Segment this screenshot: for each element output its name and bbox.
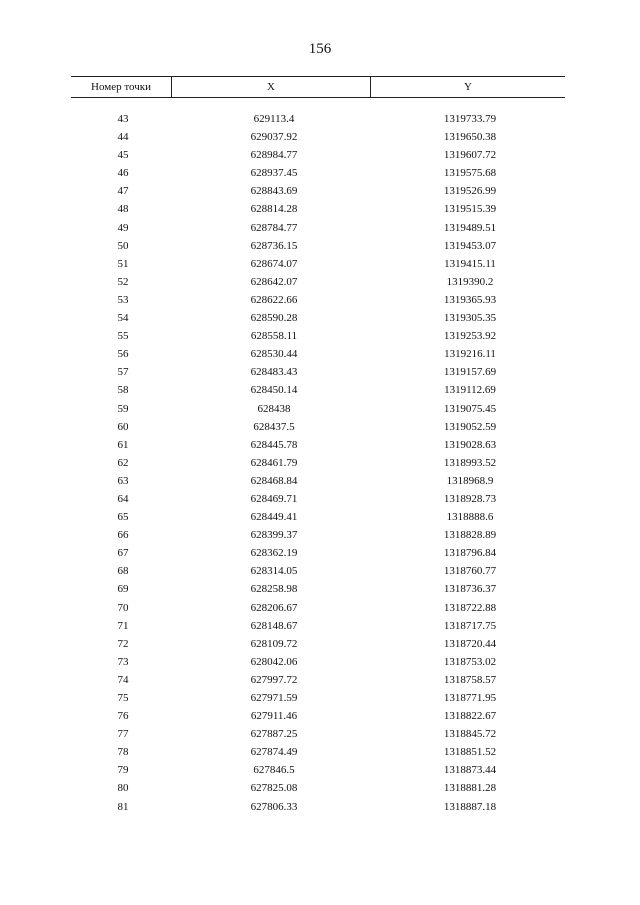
x-cell: 628937.45 — [250, 167, 298, 180]
page-number: 156 — [308, 41, 332, 57]
point-number-cell: 79 — [117, 764, 129, 777]
point-number-cell: 49 — [117, 221, 129, 234]
table-row — [71, 327, 565, 345]
y-cell: 1318928.73 — [443, 492, 497, 505]
y-cell: 1318760.77 — [443, 565, 497, 578]
x-cell: 628622.66 — [250, 293, 298, 306]
x-cell: 627911.46 — [250, 710, 298, 723]
y-cell: 1319112.69 — [444, 384, 496, 397]
table-row — [71, 110, 565, 128]
x-cell: 628558.11 — [250, 330, 298, 343]
y-cell: 1319526.99 — [443, 185, 497, 198]
x-cell: 628445.78 — [250, 438, 298, 451]
table-row — [71, 400, 565, 418]
point-number-cell: 76 — [117, 710, 129, 723]
table-row — [71, 725, 565, 743]
x-cell: 627887.25 — [250, 728, 298, 741]
table-row — [71, 580, 565, 598]
y-cell: 1319607.72 — [443, 149, 497, 162]
point-number-cell: 58 — [117, 384, 129, 397]
table-row — [71, 200, 565, 218]
table-row — [71, 508, 565, 526]
point-number-cell: 75 — [117, 692, 129, 704]
x-cell: 628449.41 — [250, 511, 298, 524]
table-row — [71, 436, 565, 454]
table-row — [71, 128, 565, 146]
y-cell: 1319489.51 — [443, 221, 497, 234]
table-row — [71, 779, 565, 797]
x-cell: 628042.06 — [250, 655, 298, 668]
table-row — [71, 273, 565, 291]
point-number-cell: 66 — [117, 529, 129, 542]
table-row — [71, 345, 565, 363]
point-number-cell: 54 — [117, 312, 129, 325]
point-number-cell: 60 — [117, 420, 129, 433]
table-row — [71, 291, 565, 309]
point-number-cell: 81 — [117, 800, 129, 813]
point-number-cell: 67 — [117, 547, 129, 560]
y-cell: 1318881.28 — [443, 782, 497, 795]
y-cell: 1318845.72 — [443, 728, 497, 741]
y-cell: 1319216.11 — [444, 348, 496, 361]
y-cell: 1319515.39 — [443, 203, 497, 216]
point-number-cell: 77 — [117, 728, 129, 741]
y-cell: 1318796.84 — [443, 547, 497, 560]
y-cell: 1318753.02 — [443, 655, 497, 668]
y-cell: 1318758.57 — [443, 673, 497, 686]
y-cell: 1319733.79 — [443, 113, 497, 125]
table-row — [71, 544, 565, 562]
table-row — [71, 381, 565, 399]
y-cell: 1318888.6 — [446, 511, 494, 524]
y-cell: 1318968.9 — [446, 474, 494, 487]
x-cell: 628468.84 — [250, 474, 298, 487]
x-cell: 628736.15 — [250, 239, 298, 252]
y-cell: 1318828.89 — [443, 529, 497, 542]
table-row — [71, 562, 565, 580]
point-number-cell: 43 — [117, 113, 129, 125]
y-cell: 1319415.11 — [444, 257, 496, 270]
x-cell: 628148.67 — [250, 619, 298, 632]
point-number-cell: 69 — [117, 583, 129, 596]
y-cell: 1318822.67 — [443, 710, 497, 723]
point-number-cell: 44 — [117, 131, 129, 144]
table-row — [71, 363, 565, 381]
table-row — [71, 635, 565, 653]
table-row — [71, 617, 565, 635]
column-header-y: Y — [464, 81, 472, 93]
y-cell: 1319453.07 — [443, 239, 497, 252]
point-number-cell: 72 — [117, 637, 129, 650]
table-row — [71, 164, 565, 182]
point-number-cell: 57 — [117, 366, 129, 379]
x-cell: 628784.77 — [250, 221, 298, 234]
x-cell: 628590.28 — [250, 312, 298, 325]
y-cell: 1318736.37 — [443, 583, 497, 596]
point-number-cell: 61 — [117, 438, 129, 451]
table-row — [71, 761, 565, 779]
point-number-cell: 78 — [117, 746, 129, 759]
table-body — [71, 110, 565, 816]
x-cell: 627825.08 — [250, 782, 298, 795]
x-cell: 628461.79 — [250, 456, 298, 469]
y-cell: 1319157.69 — [443, 366, 497, 379]
table-row — [71, 255, 565, 273]
point-number-cell: 63 — [117, 474, 129, 487]
point-number-cell: 53 — [117, 293, 129, 306]
y-cell: 1319365.93 — [443, 293, 497, 306]
point-number-cell: 52 — [117, 275, 129, 288]
x-cell: 628258.98 — [250, 583, 298, 596]
point-number-cell: 59 — [117, 402, 129, 415]
y-cell: 1318873.44 — [443, 764, 497, 777]
table-row — [71, 707, 565, 725]
table-row — [71, 309, 565, 327]
x-cell: 629113.4 — [253, 113, 295, 125]
x-cell: 628469.71 — [250, 492, 298, 505]
x-cell: 628437.5 — [253, 420, 295, 433]
x-cell: 628399.37 — [250, 529, 298, 542]
point-number-cell: 70 — [117, 601, 129, 614]
x-cell: 627846.5 — [253, 764, 295, 777]
table-row — [71, 743, 565, 761]
table-row — [71, 798, 565, 816]
x-cell: 628984.77 — [250, 149, 298, 162]
y-cell: 1319075.45 — [443, 402, 497, 415]
table-row — [71, 146, 565, 164]
y-cell: 1318771.95 — [443, 692, 497, 704]
x-cell: 628674.07 — [250, 257, 298, 270]
y-cell: 1318887.18 — [443, 800, 497, 813]
table-header — [71, 76, 565, 98]
y-cell: 1318993.52 — [443, 456, 497, 469]
x-cell: 628314.05 — [250, 565, 298, 578]
table-row — [71, 526, 565, 544]
table-row — [71, 653, 565, 671]
table-row — [71, 219, 565, 237]
y-cell: 1319390.2 — [446, 275, 494, 288]
x-cell: 628483.43 — [250, 366, 298, 379]
y-cell: 1319305.35 — [443, 312, 497, 325]
table-row — [71, 599, 565, 617]
point-number-cell: 56 — [117, 348, 129, 361]
table-row — [71, 689, 565, 707]
point-number-cell: 68 — [117, 565, 129, 578]
point-number-cell: 71 — [117, 619, 129, 632]
column-header-x: X — [172, 77, 371, 97]
y-cell: 1319650.38 — [443, 131, 497, 144]
table-row — [71, 454, 565, 472]
y-cell: 1319052.59 — [443, 420, 497, 433]
x-cell: 628438 — [257, 402, 291, 415]
table-row — [71, 490, 565, 508]
point-number-cell: 62 — [117, 456, 129, 469]
y-cell: 1319253.92 — [443, 330, 497, 343]
y-cell: 1318717.75 — [443, 619, 497, 632]
x-cell: 628362.19 — [250, 547, 298, 560]
point-number-cell: 50 — [117, 239, 129, 252]
table-row — [71, 182, 565, 200]
x-cell: 627874.49 — [250, 746, 298, 759]
point-number-cell: 46 — [117, 167, 129, 180]
x-cell: 627971.59 — [250, 692, 298, 704]
x-cell: 628530.44 — [250, 348, 298, 361]
point-number-cell: 80 — [117, 782, 129, 795]
point-number-cell: 65 — [117, 511, 129, 524]
table-row — [71, 472, 565, 490]
x-cell: 627806.33 — [250, 800, 298, 813]
point-number-cell: 48 — [117, 203, 129, 216]
x-cell: 628843.69 — [250, 185, 298, 198]
table-row — [71, 418, 565, 436]
column-header-point-number: Номер точки — [71, 77, 172, 97]
point-number-cell: 64 — [117, 492, 129, 505]
y-cell: 1318851.52 — [443, 746, 497, 759]
y-cell: 1318722.88 — [443, 601, 497, 614]
point-number-cell: 47 — [117, 185, 129, 198]
y-cell: 1319028.63 — [443, 438, 497, 451]
table-row — [71, 237, 565, 255]
point-number-cell: 74 — [117, 673, 129, 686]
x-cell: 628642.07 — [250, 275, 298, 288]
point-number-cell: 73 — [117, 655, 129, 668]
y-cell: 1318720.44 — [443, 637, 497, 650]
x-cell: 628450.14 — [250, 384, 298, 397]
x-cell: 628206.67 — [250, 601, 298, 614]
point-number-cell: 45 — [117, 149, 129, 162]
x-cell: 628814.28 — [250, 203, 298, 216]
x-cell: 629037.92 — [250, 131, 298, 144]
x-cell: 627997.72 — [250, 673, 298, 686]
x-cell: 628109.72 — [250, 637, 298, 650]
point-number-cell: 55 — [117, 330, 129, 343]
table-row — [71, 671, 565, 689]
y-cell: 1319575.68 — [443, 167, 497, 180]
point-number-cell: 51 — [117, 257, 129, 270]
